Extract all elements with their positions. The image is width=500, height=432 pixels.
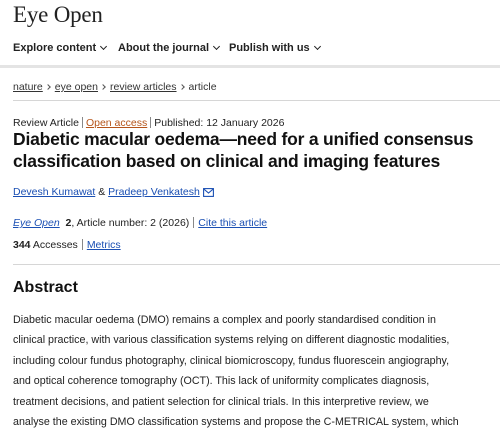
article-number: , Article number: 2 (2026) <box>71 217 190 229</box>
author-link[interactable]: Pradeep Venkatesh <box>108 186 200 198</box>
cite-article-link[interactable]: Cite this article <box>198 217 268 229</box>
nav-label: Explore content <box>13 42 97 54</box>
abstract-text <box>13 310 500 432</box>
accesses-count: 344 <box>13 239 31 251</box>
separator <box>82 117 83 128</box>
chevron-down-icon <box>100 43 107 50</box>
journal-link[interactable]: Eye Open <box>13 217 60 229</box>
published-date: Published: 12 January 2026 <box>154 117 285 129</box>
author-separator: & <box>98 186 106 198</box>
metrics-link[interactable]: Metrics <box>86 239 121 251</box>
separator <box>150 117 151 128</box>
section-divider <box>13 264 500 265</box>
accesses-label: Accesses <box>32 239 78 251</box>
site-logo[interactable]: Eye Open <box>13 2 103 27</box>
top-navigation <box>0 40 500 60</box>
metrics-line <box>13 239 121 251</box>
chevron-right-icon <box>45 84 51 90</box>
nav-explore-content[interactable] <box>13 42 106 54</box>
article-title-line: classification based on clinical and imaging features <box>13 151 441 171</box>
abstract-line: and optical coherence tomography (OCT). This lack of uniformity complicates diagnosis, <box>13 375 430 388</box>
breadcrumb-divider <box>13 100 500 101</box>
volume-number: 2 <box>65 217 72 229</box>
abstract-line: analyse the existing DMO classification systems and propose the C-METRICAL system, which <box>13 416 459 429</box>
breadcrumb-current: article <box>188 81 217 93</box>
author-link[interactable]: Devesh Kumawat <box>13 186 96 198</box>
breadcrumb <box>13 81 217 93</box>
email-icon[interactable] <box>203 188 214 197</box>
chevron-right-icon <box>100 84 106 90</box>
chevron-down-icon <box>314 43 321 50</box>
breadcrumb-link-nature[interactable]: nature <box>13 81 43 93</box>
chevron-right-icon <box>179 84 185 90</box>
abstract-line: treatment decisions, and patient selection for clinical trials. In this interpretive review, we <box>13 395 429 408</box>
abstract-line: including colour fundus photography, clinical biomicroscopy, fundus fluorescein angiography, <box>13 354 450 367</box>
abstract-line: Diabetic macular oedema (DMO) remains a complex and poorly standardised condition in <box>13 314 436 326</box>
citation-line <box>13 217 267 229</box>
breadcrumb-link-review-articles[interactable]: review articles <box>110 81 177 93</box>
nav-about-journal[interactable] <box>118 42 219 54</box>
abstract-heading: Abstract <box>13 279 78 296</box>
nav-label: Publish with us <box>229 42 310 54</box>
article-type: Review Article <box>13 117 79 129</box>
nav-divider <box>0 65 500 68</box>
separator <box>82 239 83 250</box>
nav-publish-with-us[interactable] <box>229 42 320 54</box>
author-list <box>13 186 214 198</box>
abstract-line: clinical practice, with various classification systems relying on different diagnostic modalities, <box>13 334 450 347</box>
separator <box>193 217 194 228</box>
chevron-down-icon <box>213 43 220 50</box>
article-title <box>13 128 493 172</box>
breadcrumb-link-eye-open[interactable]: eye open <box>54 81 98 93</box>
nav-label: About the journal <box>118 42 210 54</box>
open-access-link[interactable]: Open access <box>85 117 148 129</box>
article-title-line: Diabetic macular oedema—need for a unified consensus <box>13 129 474 149</box>
